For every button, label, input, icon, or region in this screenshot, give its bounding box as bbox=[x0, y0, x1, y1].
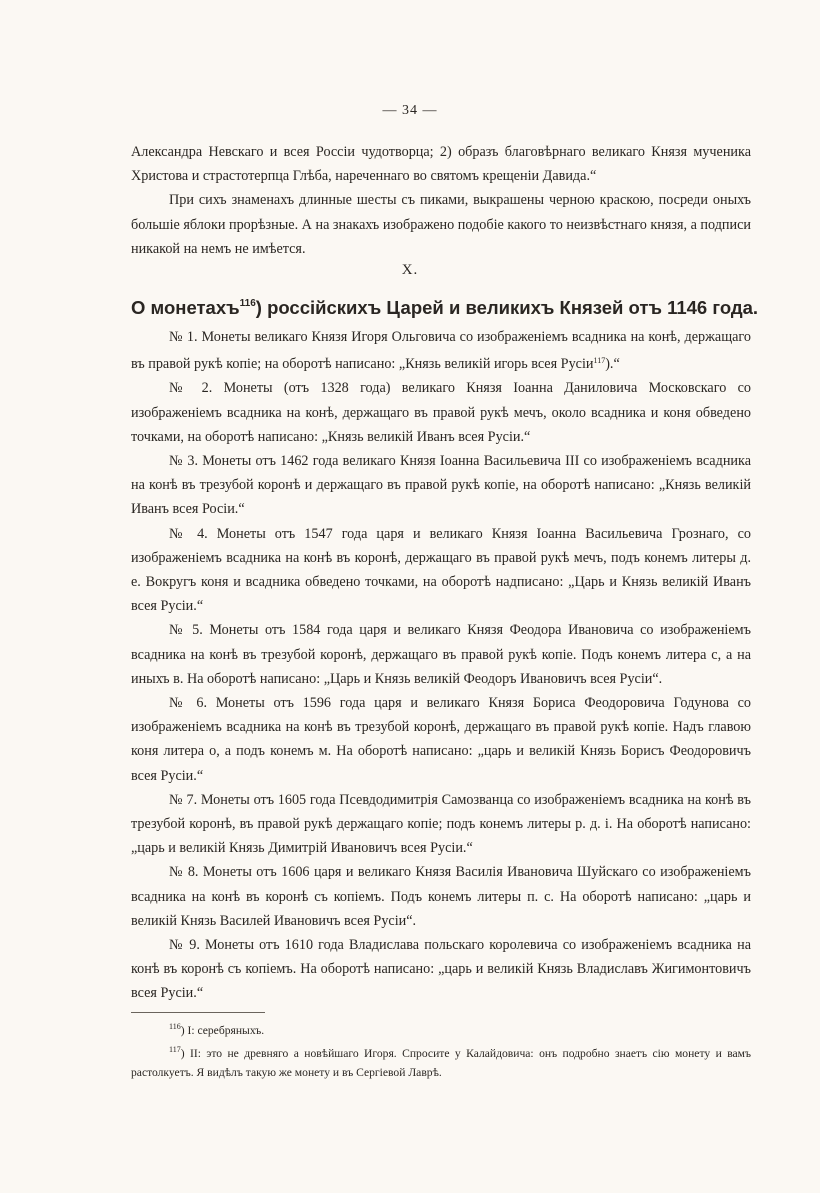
footnote-117 bbox=[131, 1040, 751, 1082]
footnote-116-text: ) I: серебряныхъ. bbox=[180, 1024, 265, 1037]
footnote-ref-117: 117 bbox=[593, 356, 606, 366]
footnote-divider bbox=[131, 1012, 265, 1013]
section-number: X. bbox=[401, 262, 419, 278]
coin-entry-3: № 3. Монеты отъ 1462 года великаго Князя Іоанна Васильевича III со изображеніемъ всадника на конѣ въ трезубой коронѣ и держащаго въ правой рукѣ копіе, на оборотѣ написано: „Князь великій Иванъ всея Росіи.“ bbox=[131, 453, 751, 518]
page-number: — 34 — bbox=[382, 103, 438, 118]
coin-entry-1-text: № 1. Монеты великаго Князя Игоря Ольговича со изображеніемъ всадника на конѣ, держащаго въ правой рукѣ копіе; на оборотѣ написано: „Князь великій игорь всея Русіи bbox=[131, 329, 751, 373]
section-title-end: ) россійскихъ Царей и великихъ Князей отъ 1146 года. bbox=[255, 297, 759, 318]
coin-entry-1 bbox=[131, 325, 751, 376]
section-title bbox=[131, 292, 759, 320]
coin-entry-7: № 7. Монеты отъ 1605 года Псевдодимитрія Самозванца со изображеніемъ всадника на конѣ въ трезубой коронѣ, въ правой рукѣ держащаго копіе; подъ конемъ литеры р. д. і. На оборотѣ написано: „царь и великій Князь Димитрій Ивановичъ всея Русіи.“ bbox=[131, 791, 751, 857]
footnote-ref-116: 116 bbox=[239, 298, 256, 309]
coin-entry-5: № 5. Монеты отъ 1584 года царя и великаго Князя Феодора Ивановича со изображеніемъ всадника на конѣ въ трезубой коронѣ, держащаго въ правой рукѣ копіе. Подъ конемъ литера с, а на иныхъ в. На оборотѣ написано: „Царь и Князь великій Феодоръ Ивановичъ всея Русіи“. bbox=[131, 622, 751, 687]
coin-entry-8: № 8. Монеты отъ 1606 царя и великаго Князя Василія Ивановича Шуйскаго со изображеніемъ всадника на конѣ въ коронѣ съ копіемъ. Подъ конемъ литеры п. с. На оборотѣ написано: „царь и великій Князь Василей Ивановичъ всея Русіи“. bbox=[131, 864, 751, 929]
coin-entry-6: № 6. Монеты отъ 1596 года царя и великаго Князя Бориса Феодоровича Годунова со изображеніемъ всадника на конѣ въ трезубой коронѣ, держащаго въ правой рукѣ копіе. Надъ главою коня литера о, а подъ конемъ м. На оборотѣ написано: „царь и великій Князь Борисъ Феодоровичъ всея Русіи.“ bbox=[131, 695, 751, 784]
coin-entry-2: № 2. Монеты (отъ 1328 года) великаго Князя Іоанна Даниловича Московскаго со изображеніемъ всадника на конѣ, держащаго въ правой рукѣ мечъ, около всадника и коня обведено точками, на оборотѣ написано: „Князь великій Иванъ всея Русіи.“ bbox=[131, 380, 751, 445]
intro-paragraph-2: При сихъ знаменахъ длинные шесты съ пиками, выкрашены черною краскою, посреди оныхъ большіе яблоки прорѣзные. А на знакахъ изображено подобіе какого то неизвѣстнаго князя, а подписи никакой на немъ не имѣется. bbox=[131, 192, 751, 257]
footnote-mark-116: 116 bbox=[169, 1022, 181, 1031]
footnotes bbox=[131, 1017, 751, 1082]
intro-text bbox=[131, 140, 751, 261]
coin-entry-9: № 9. Монеты отъ 1610 года Владислава польскаго королевича со изображеніемъ всадника на конѣ въ коронѣ съ копіемъ. На оборотѣ написано: „царь и великій Князь Владиславъ Жигимонтовичъ всея Русіи.“ bbox=[131, 937, 751, 1002]
footnote-116 bbox=[131, 1017, 751, 1040]
coin-entry-4: № 4. Монеты отъ 1547 года царя и великаго Князя Іоанна Васильевича Грознаго, со изображеніемъ всадника на конѣ въ коронѣ, держащаго въ правой рукѣ мечъ, подъ конемъ литеры д. е. Вокругъ коня и всадника обведено точками, на оборотѣ надписано: „Царь и Князь великій Иванъ всея Русіи.“ bbox=[131, 525, 751, 615]
footnote-117-text: ) II: это не древняго а новѣйшаго Игоря. Спросите у Калайдовича: онъ подробно знаетъ сію монету и вамъ растолкуетъ. Я видѣлъ такую же монету и въ Сергіевой Лаврѣ. bbox=[131, 1047, 751, 1079]
coin-entries bbox=[131, 325, 751, 1006]
footnote-mark-117: 117 bbox=[169, 1045, 181, 1054]
intro-paragraph-1: Александра Невскаго и всея Россіи чудотворца; 2) образъ благовѣрнаго великаго Князя мученика Христова и страстотерпца Глѣба, нареченнаго во святомъ крещеніи Давида.“ bbox=[131, 144, 751, 185]
coin-entry-1-end: ).“ bbox=[605, 356, 620, 373]
section-title-start: О монетахъ bbox=[131, 297, 240, 318]
